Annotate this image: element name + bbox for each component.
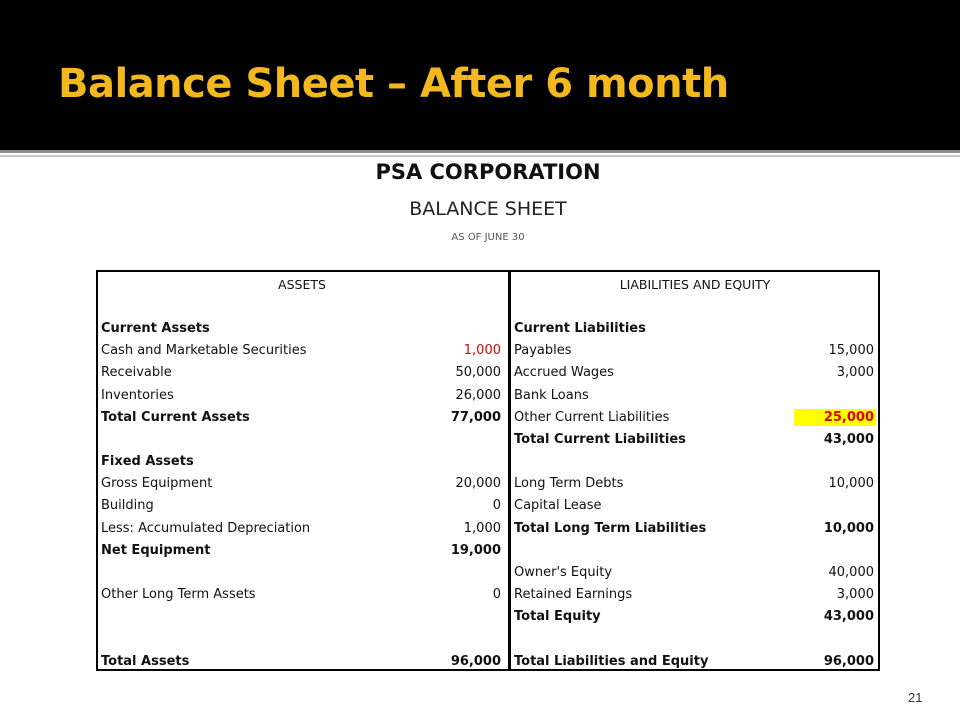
assets-row-value: 0 — [492, 587, 501, 603]
liabilities-row-label: Total Equity — [514, 609, 601, 625]
liabilities-row-label: Long Term Debts — [514, 476, 624, 492]
assets-row-label: Receivable — [101, 365, 172, 381]
assets-row-value: 20,000 — [455, 476, 501, 492]
assets-header: ASSETS — [278, 276, 326, 292]
liabilities-equity-column — [514, 273, 876, 672]
liabilities-row — [514, 628, 876, 650]
title-divider-secondary — [0, 155, 960, 157]
assets-column — [101, 273, 503, 672]
assets-row — [101, 539, 503, 561]
liabilities-row — [514, 428, 876, 450]
company-name: PSA CORPORATION — [375, 160, 601, 184]
slide-title: Balance Sheet – After 6 month — [58, 61, 729, 107]
liabilities-row — [514, 584, 876, 606]
liabilities-row-value: 25,000 — [794, 409, 876, 426]
page-number: 21 — [908, 690, 923, 705]
liabilities-row — [514, 495, 876, 517]
assets-row — [101, 384, 503, 406]
liabilities-row — [514, 650, 876, 672]
assets-row-value: 19,000 — [450, 542, 501, 558]
assets-row-value: 26,000 — [455, 387, 501, 403]
liabilities-row — [514, 473, 876, 495]
liabilities-row-value: 96,000 — [823, 653, 874, 669]
liabilities-row-label: Total Long Term Liabilities — [514, 520, 707, 536]
liabilities-row — [514, 517, 876, 539]
liabilities-row-label: Current Liabilities — [514, 320, 646, 336]
liabilities-row-value: 43,000 — [823, 609, 874, 625]
title-divider — [0, 150, 960, 153]
liabilities-row — [514, 606, 876, 628]
liabilities-row-label: Other Current Liabilities — [514, 409, 670, 425]
assets-row-value: 50,000 — [455, 365, 501, 381]
assets-row-value: 1,000 — [463, 343, 501, 359]
assets-row — [101, 650, 503, 672]
liabilities-row-value: 15,000 — [828, 343, 874, 359]
liabilities-row-label: Accrued Wages — [514, 365, 614, 381]
assets-row-label: Total Current Assets — [101, 409, 250, 425]
sheet-title: BALANCE SHEET — [409, 198, 567, 220]
liabilities-row-label: Capital Lease — [514, 498, 602, 514]
assets-row — [101, 584, 503, 606]
liabilities-row — [514, 295, 876, 317]
assets-row — [101, 473, 503, 495]
liabilities-row-label: Owner's Equity — [514, 565, 613, 581]
assets-row-value: 0 — [492, 498, 501, 514]
assets-row — [101, 340, 503, 362]
as-of-date: AS OF JUNE 30 — [451, 232, 525, 243]
liabilities-row-label: Retained Earnings — [514, 587, 633, 603]
assets-row-value: 77,000 — [450, 409, 501, 425]
assets-row-label: Net Equipment — [101, 542, 211, 558]
liabilities-row — [514, 362, 876, 384]
liabilities-row-value: 3,000 — [836, 587, 874, 603]
assets-row — [101, 362, 503, 384]
assets-row — [101, 295, 503, 317]
assets-row-label: Fixed Assets — [101, 454, 194, 470]
assets-row-label: Gross Equipment — [101, 476, 213, 492]
assets-row-label: Total Assets — [101, 653, 190, 669]
liabilities-row-value: 40,000 — [828, 565, 874, 581]
liabilities-row-value: 10,000 — [828, 476, 874, 492]
assets-row — [101, 495, 503, 517]
liabilities-row-label: Total Current Liabilities — [514, 431, 686, 447]
assets-row-label: Cash and Marketable Securities — [101, 343, 307, 359]
assets-row — [101, 561, 503, 583]
liabilities-row — [514, 451, 876, 473]
liabilities-row — [514, 406, 876, 428]
title-bar — [0, 0, 960, 150]
assets-row — [101, 451, 503, 473]
balance-sheet-table — [96, 270, 880, 671]
column-divider — [508, 272, 511, 669]
assets-row-value: 96,000 — [450, 653, 501, 669]
assets-row-label: Inventories — [101, 387, 174, 403]
liabilities-row — [514, 539, 876, 561]
liabilities-row-value: 3,000 — [836, 365, 874, 381]
assets-row — [101, 628, 503, 650]
assets-row — [101, 517, 503, 539]
liabilities-row — [514, 384, 876, 406]
assets-row — [101, 406, 503, 428]
liabilities-row — [514, 317, 876, 339]
liabilities-row-label: Bank Loans — [514, 387, 589, 403]
assets-row-value: 1,000 — [463, 520, 501, 536]
liabilities-row-label: Payables — [514, 343, 572, 359]
liabilities-header: LIABILITIES AND EQUITY — [619, 276, 771, 292]
liabilities-row — [514, 340, 876, 362]
assets-row-label: Other Long Term Assets — [101, 587, 256, 603]
liabilities-row — [514, 561, 876, 583]
liabilities-row-label: Total Liabilities and Equity — [514, 653, 709, 669]
liabilities-row-value: 10,000 — [823, 520, 874, 536]
assets-row — [101, 317, 503, 339]
assets-row-label: Current Assets — [101, 320, 210, 336]
assets-row-label: Building — [101, 498, 154, 514]
liabilities-row-value: 43,000 — [823, 431, 874, 447]
assets-row-label: Less: Accumulated Depreciation — [101, 520, 311, 536]
assets-row — [101, 428, 503, 450]
assets-row — [101, 606, 503, 628]
